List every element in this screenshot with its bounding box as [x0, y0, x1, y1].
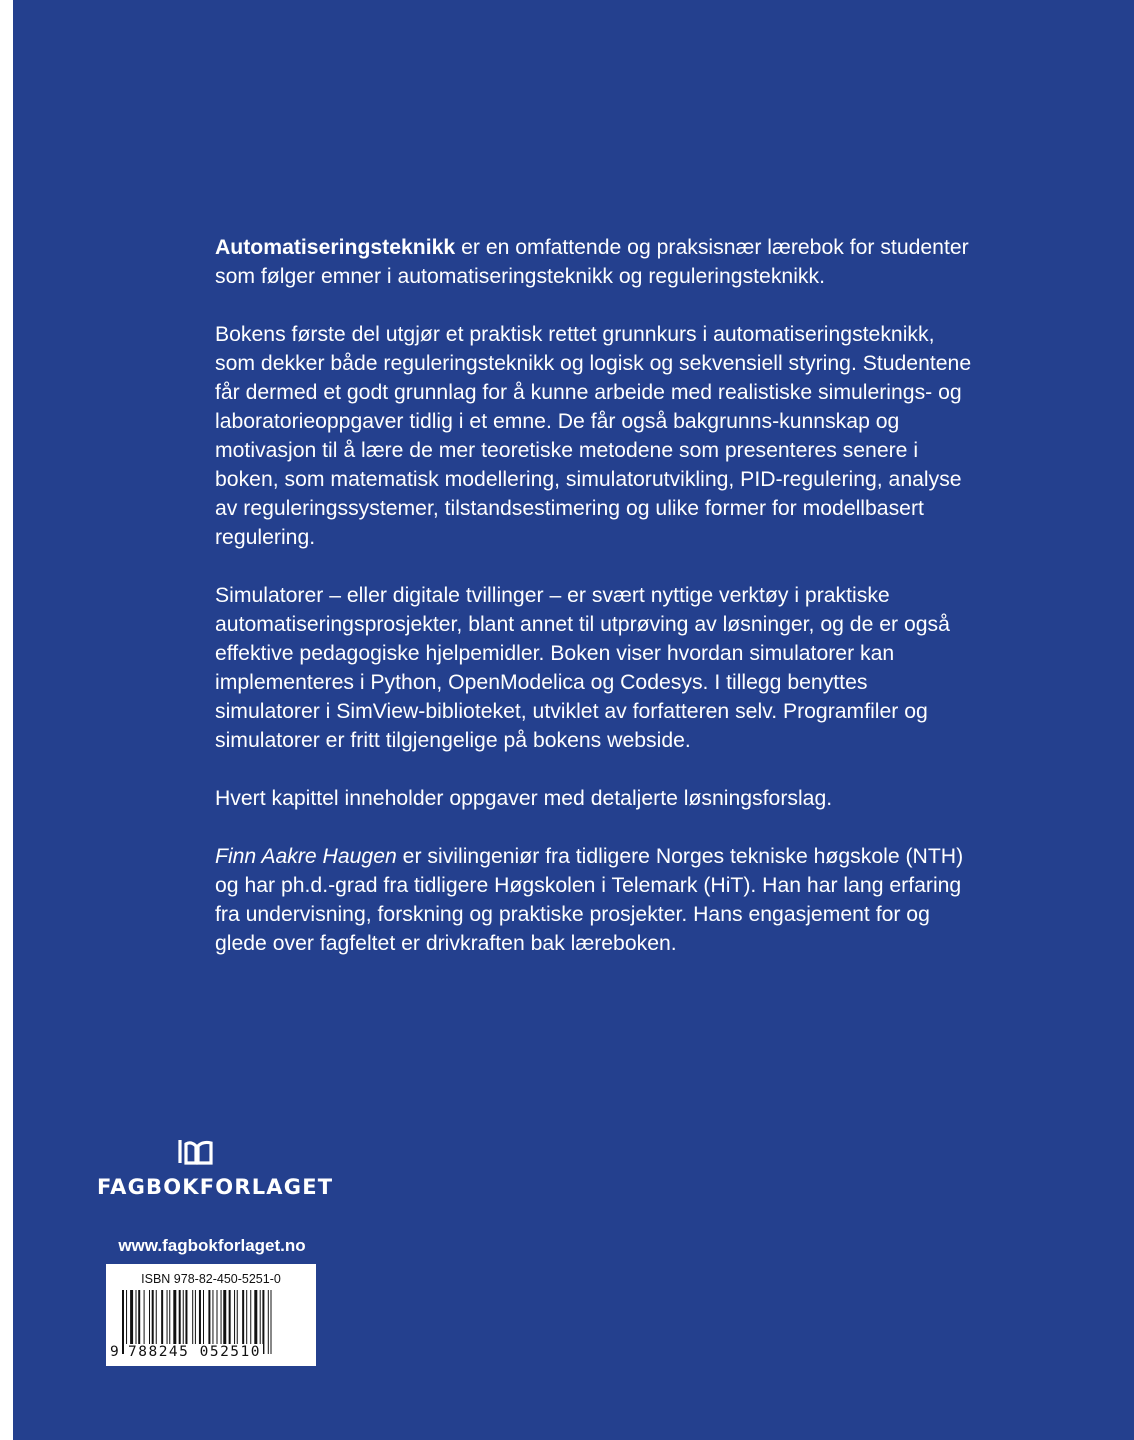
exercises-paragraph: Hvert kapittel inneholder oppgaver med detaljerte løsningsforslag.	[215, 787, 833, 810]
author-bio: er sivilingeniør fra tidligere Norges tekniske høgskole (NTH) og har ph.d.-grad fra tidligere Høgskolen i Telemark (HiT). Han har lang erfaring fra undervisning, forskning og praktiske prosjekter. Hans engasjement for og glede over fagfeltet er drivkraften bak læreboken.	[215, 845, 964, 955]
barcode-bar	[271, 1290, 272, 1354]
barcode-bar	[122, 1290, 124, 1354]
publisher-url[interactable]: www.fagbokforlaget.no	[118, 1236, 306, 1255]
intro-text: er en omfattende og praksisnær lærebok for studenter som følger emner i automatiseringsteknikk og reguleringsteknikk.	[215, 236, 969, 288]
cover-blurb	[215, 233, 975, 987]
barcode-bar	[268, 1290, 269, 1354]
publisher-name: FAGBOKFORLAGET	[97, 1175, 334, 1199]
content-paragraph: Bokens første del utgjør et praktisk rettet grunnkurs i automatiseringsteknikk, som dekker både reguleringsteknikk og logisk og sekvensiell styring. Studentene får dermed et godt grunnlag for å kunne arbeide med realistiske simulerings- og laboratorieoppgaver tidlig i et emne. De får også bakgrunns-kunnskap og motivasjon til å lære de mer teoretiske metodene som presenteres senere i boken, som matematisk modellering, simulatorutvikling, PID-regulering, analyse av reguleringssystemer, tilstandsestimering og ulike former for modellbasert regulering.	[215, 323, 972, 549]
book-title-lead: Automatiseringsteknikk	[215, 236, 456, 259]
author-name: Finn Aakre Haugen	[215, 845, 397, 868]
simulator-paragraph: Simulatorer – eller digitale tvillinger – er svært nyttige verktøy i praktiske automatiseringsprosjekter, blant annet til utprøving av løsninger, og de er også effektive pedagogiske hjelpemidler. Boken viser hvordan simulatorer kan implementeres i Python, OpenModelica og Codesys. I tillegg benyttes simulatorer i SimView-biblioteket, utviklet av forfatteren selv. Programfiler og simulatorer er fritt tilgjengelige på bokens webside.	[215, 584, 950, 752]
intro-paragraph	[215, 233, 975, 291]
barcode-digits: 788245 052510	[128, 1344, 261, 1360]
barcode-first-digit: 9	[110, 1344, 119, 1360]
isbn-barcode	[106, 1264, 316, 1366]
publisher-logo	[97, 1138, 334, 1199]
open-book-icon	[177, 1138, 217, 1166]
author-paragraph	[215, 842, 975, 958]
isbn-label: ISBN 978-82-450-5251-0	[141, 1272, 281, 1286]
